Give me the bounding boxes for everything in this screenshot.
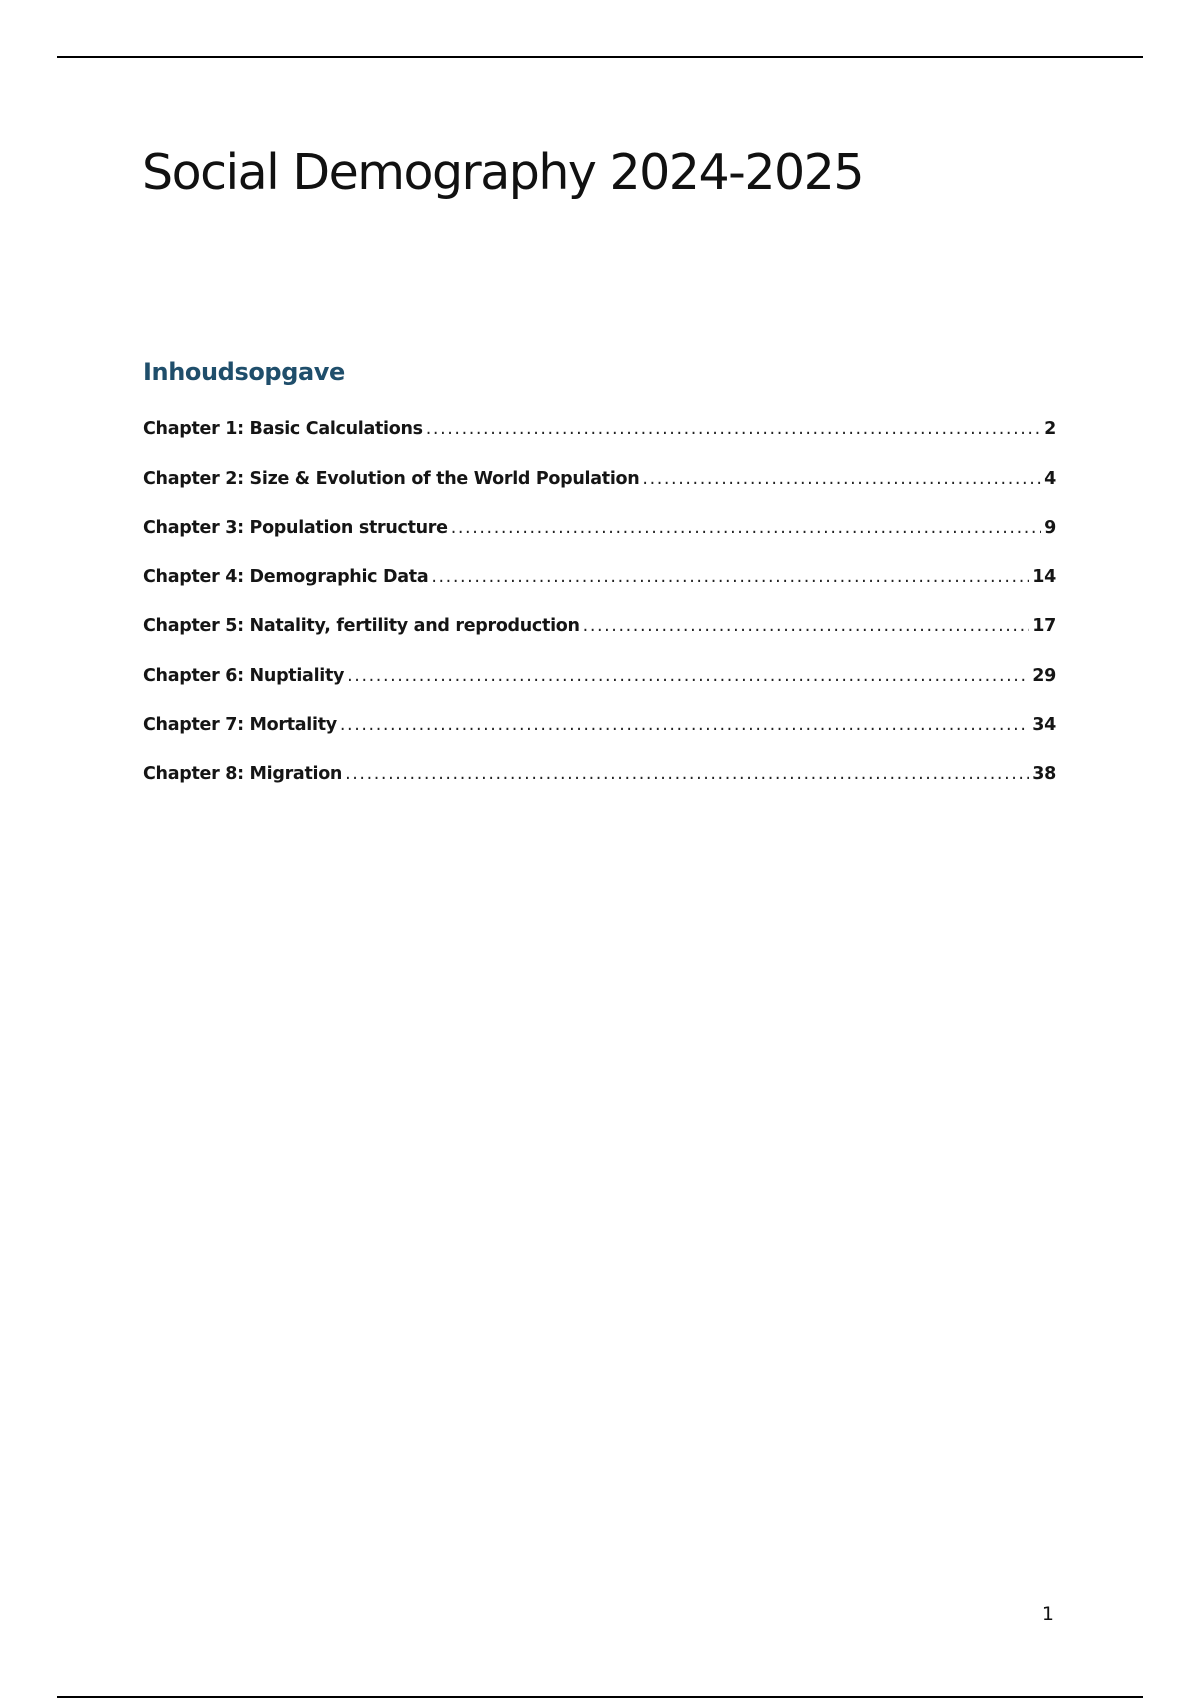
toc-entry[interactable] <box>143 666 1056 690</box>
toc-entry-page: 38 <box>1032 764 1056 784</box>
toc-dot-leader <box>345 764 1029 784</box>
header-rule <box>57 56 1143 58</box>
toc-entry-page: 29 <box>1032 666 1056 686</box>
toc-entry-label: Chapter 2: Size & Evolution of the World Population <box>143 469 640 489</box>
toc-entry-page: 2 <box>1044 419 1056 439</box>
toc-entry-label: Chapter 6: Nuptiality <box>143 666 345 686</box>
toc-entry-label: Chapter 8: Migration <box>143 764 343 784</box>
toc-dot-leader <box>347 666 1029 686</box>
toc-entry-label: Chapter 7: Mortality <box>143 715 337 735</box>
toc-entry-page: 34 <box>1032 715 1056 735</box>
page-number: 1 <box>1041 1603 1054 1625</box>
document-title: Social Demography 2024-2025 <box>142 144 864 201</box>
toc-entry-page: 14 <box>1032 567 1056 587</box>
toc-dot-leader <box>340 715 1029 735</box>
toc-dot-leader <box>426 419 1041 439</box>
toc-dot-leader <box>583 616 1030 636</box>
toc-entry[interactable] <box>143 764 1056 788</box>
toc-entry-label: Chapter 3: Population structure <box>143 518 448 538</box>
toc-dot-leader <box>451 518 1041 538</box>
toc-entry-page: 4 <box>1044 469 1056 489</box>
toc-entry-label: Chapter 5: Natality, fertility and reproduction <box>143 616 580 636</box>
toc-entry[interactable] <box>143 469 1056 493</box>
toc-entry[interactable] <box>143 567 1056 591</box>
toc-dot-leader <box>431 567 1029 587</box>
toc-entry[interactable] <box>143 518 1056 542</box>
toc-entry-label: Chapter 4: Demographic Data <box>143 567 429 587</box>
toc-dot-leader <box>642 469 1041 489</box>
toc-entry[interactable] <box>143 616 1056 640</box>
toc-entry[interactable] <box>143 419 1056 443</box>
toc-entry-page: 9 <box>1044 518 1056 538</box>
toc-heading: Inhoudsopgave <box>143 358 345 386</box>
toc-entry-page: 17 <box>1032 616 1056 636</box>
toc-entry-label: Chapter 1: Basic Calculations <box>143 419 423 439</box>
toc-entry[interactable] <box>143 715 1056 739</box>
footer-rule <box>57 1696 1143 1698</box>
